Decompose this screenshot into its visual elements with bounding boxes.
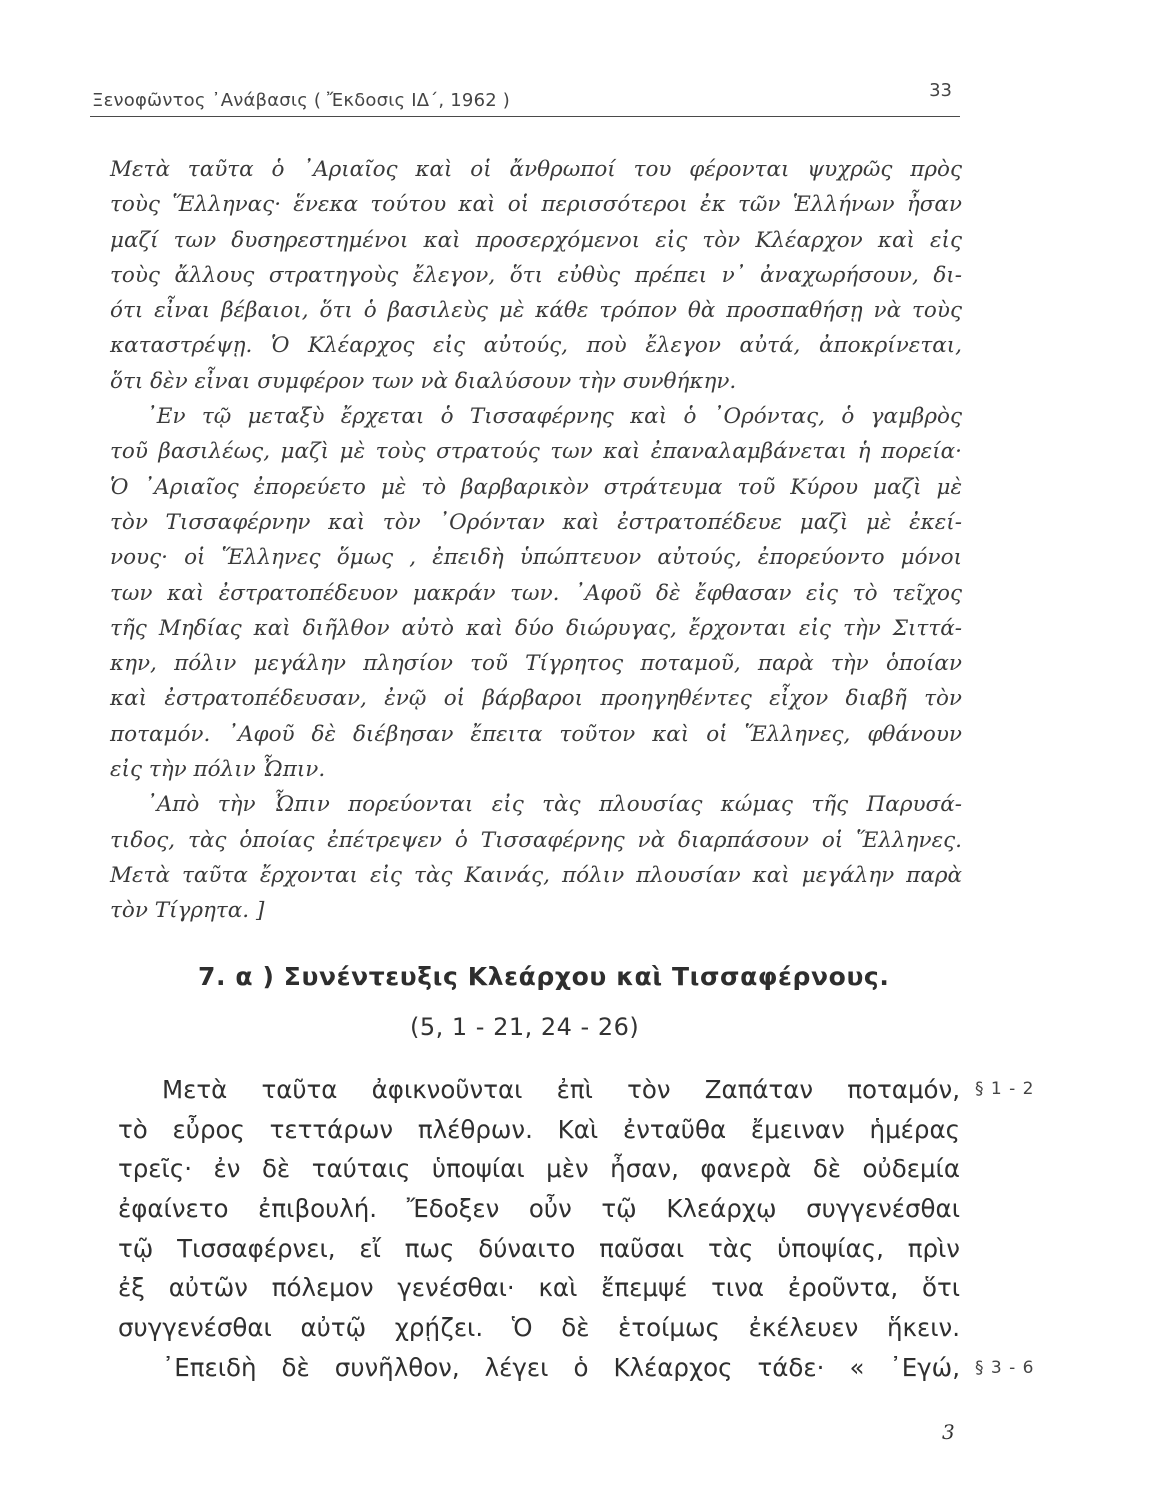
text-line: των καὶ ἐστρατοπέδευον μακράν των. ᾿Αφοῦ δὲ ἔφθασαν εἰς τὸ τεῖχος	[110, 580, 962, 606]
text-line: τιδος, τὰς ὁποίας ἐπέτρεψεν ὁ Τισσαφέρνης νὰ διαρπάσουν οἱ Ἕλληνες.	[110, 827, 962, 853]
text-line: εἰς τὴν πόλιν Ὦπιν.	[110, 757, 326, 783]
page-number-top: 33	[929, 80, 952, 101]
text-line: τοῦ βασιλέως, μαζὶ μὲ τοὺς στρατούς των καὶ ἐπαναλαμβάνεται ἡ πορεία·	[110, 439, 962, 465]
text-line: ᾿Εν τῷ μεταξὺ ἔρχεται ὁ Τισσαφέρνης καὶ ὁ ᾿Ορόντας, ὁ γαμβρὸς	[146, 404, 962, 430]
text-line: μαζί των δυσηρεστημένοι καὶ προσερχόμενοι εἰς τὸν Κλέαρχον καὶ εἰς	[110, 227, 962, 253]
text-line: νους· οἱ Ἕλληνες ὅμως , ἐπειδὴ ὑπώπτευον αὐτούς, ἐπορεύοντο μόνοι	[110, 545, 962, 571]
margin-note: § 3 - 6	[975, 1358, 1035, 1378]
text-line: συγγενέσθαι αὐτῷ χρῄζει. Ὁ δὲ ἑτοίμως ἐκέλευεν ἥκειν.	[118, 1313, 960, 1343]
text-line: τρεῖς· ἐν δὲ ταύταις ὑποψίαι μὲν ἦσαν, φανερὰ δὲ οὐδεμία	[118, 1154, 960, 1184]
text-line: Μετὰ ταῦτα ὁ ᾿Αριαῖος καὶ οἱ ἄνθρωποί του φέρονται ψυχρῶς πρὸς	[110, 157, 962, 182]
section-heading: 7. α ) Συνέντευξις Κλεάρχου καὶ Τισσαφέρνους.	[198, 962, 890, 991]
text-line: τοὺς Ἕλληνας· ἕνεκα τούτου καὶ οἱ περισσότεροι ἐκ τῶν Ἑλλήνων ἦσαν	[110, 192, 962, 218]
running-header	[90, 80, 960, 117]
text-line: Ὁ ᾿Αριαῖος ἐπορεύετο μὲ τὸ βαρβαρικὸν στράτευμα τοῦ Κύρου μαζὶ μὲ	[110, 474, 962, 500]
text-line: τῷ Τισσαφέρνει, εἴ πως δύναιτο παῦσαι τὰς ὑποψίας, πρὶν	[118, 1233, 960, 1263]
text-line: ἐφαίνετο ἐπιβουλή. Ἔδοξεν οὖν τῷ Κλεάρχῳ συγγενέσθαι	[118, 1194, 960, 1224]
text-line: ὅτι δὲν εἶναι συμφέρον των νὰ διαλύσουν τὴν συνθήκην.	[110, 368, 737, 394]
text-line: ᾿Απὸ τὴν Ὦπιν πορεύονται εἰς τὰς πλουσίας κώμας τῆς Παρυσά-	[146, 792, 962, 818]
text-line: τὸν Τίγρητα. ]	[110, 898, 265, 924]
text-line: ποταμόν. ᾿Αφοῦ δὲ διέβησαν ἔπειτα τοῦτον καὶ οἱ Ἕλληνες, φθάνουν	[110, 721, 962, 747]
text-line: ἐξ αὐτῶν πόλεμον γενέσθαι· καὶ ἔπεμψέ τινα ἐροῦντα, ὅτι	[118, 1273, 960, 1303]
text-line: Μετὰ ταῦτα ἀφικνοῦνται ἐπὶ τὸν Ζαπάταν ποταμόν,	[162, 1075, 960, 1104]
text-line: Μετὰ ταῦτα ἔρχονται εἰς τὰς Καινάς, πόλιν πλουσίαν καὶ μεγάλην παρὰ	[110, 862, 962, 888]
running-title: Ξενοφῶντος ᾿Ανάβασις ( Ἔκδοσις ΙΔ΄, 1962 )	[92, 90, 511, 111]
text-line: ότι εἶναι βέβαιοι, ὅτι ὁ βασιλεὺς μὲ κάθε τρόπον θὰ προσπαθήσῃ νὰ τοὺς	[110, 298, 962, 324]
summary-paragraph	[110, 152, 962, 929]
text-line: ᾿Επειδὴ δὲ συνῆλθον, λέγει ὁ Κλέαρχος τάδε· « ᾿Εγώ,	[162, 1352, 960, 1382]
text-line: τὸν Τισσαφέρνην καὶ τὸν ᾿Ορόνταν καὶ ἐστρατοπέδευε μαζὶ μὲ ἐκεί-	[110, 509, 962, 535]
text-line: τὸ εὖρος τεττάρων πλέθρων. Καὶ ἐνταῦθα ἔμειναν ἡμέρας	[118, 1114, 960, 1144]
margin-note: § 1 - 2	[975, 1079, 1035, 1099]
text-line: τοὺς ἄλλους στρατηγοὺς ἔλεγον, ὅτι εὐθὺς πρέπει ν᾿ ἀναχωρήσουν, δι-	[110, 262, 962, 288]
text-line: καὶ ἐστρατοπέδευσαν, ἐνῷ οἱ βάρβαροι προηγηθέντες εἶχον διαβῆ τὸν	[110, 686, 962, 712]
text-line: τῆς Μηδίας καὶ διῆλθον αὐτὸ καὶ δύο διώρυγας, ἔρχονται εἰς τὴν Σιττά-	[110, 615, 962, 641]
section-reference: (5, 1 - 21, 24 - 26)	[410, 1013, 640, 1041]
main-greek-text	[118, 1070, 960, 1388]
text-line: καταστρέψῃ. Ὁ Κλέαρχος εἰς αὐτούς, ποὺ ἔλεγον αὐτά, ἀποκρίνεται,	[110, 333, 962, 359]
page-number-bottom: 3	[942, 1420, 955, 1444]
text-line: κην, πόλιν μεγάλην πλησίον τοῦ Τίγρητος ποταμοῦ, παρὰ τὴν ὁποίαν	[110, 651, 962, 677]
